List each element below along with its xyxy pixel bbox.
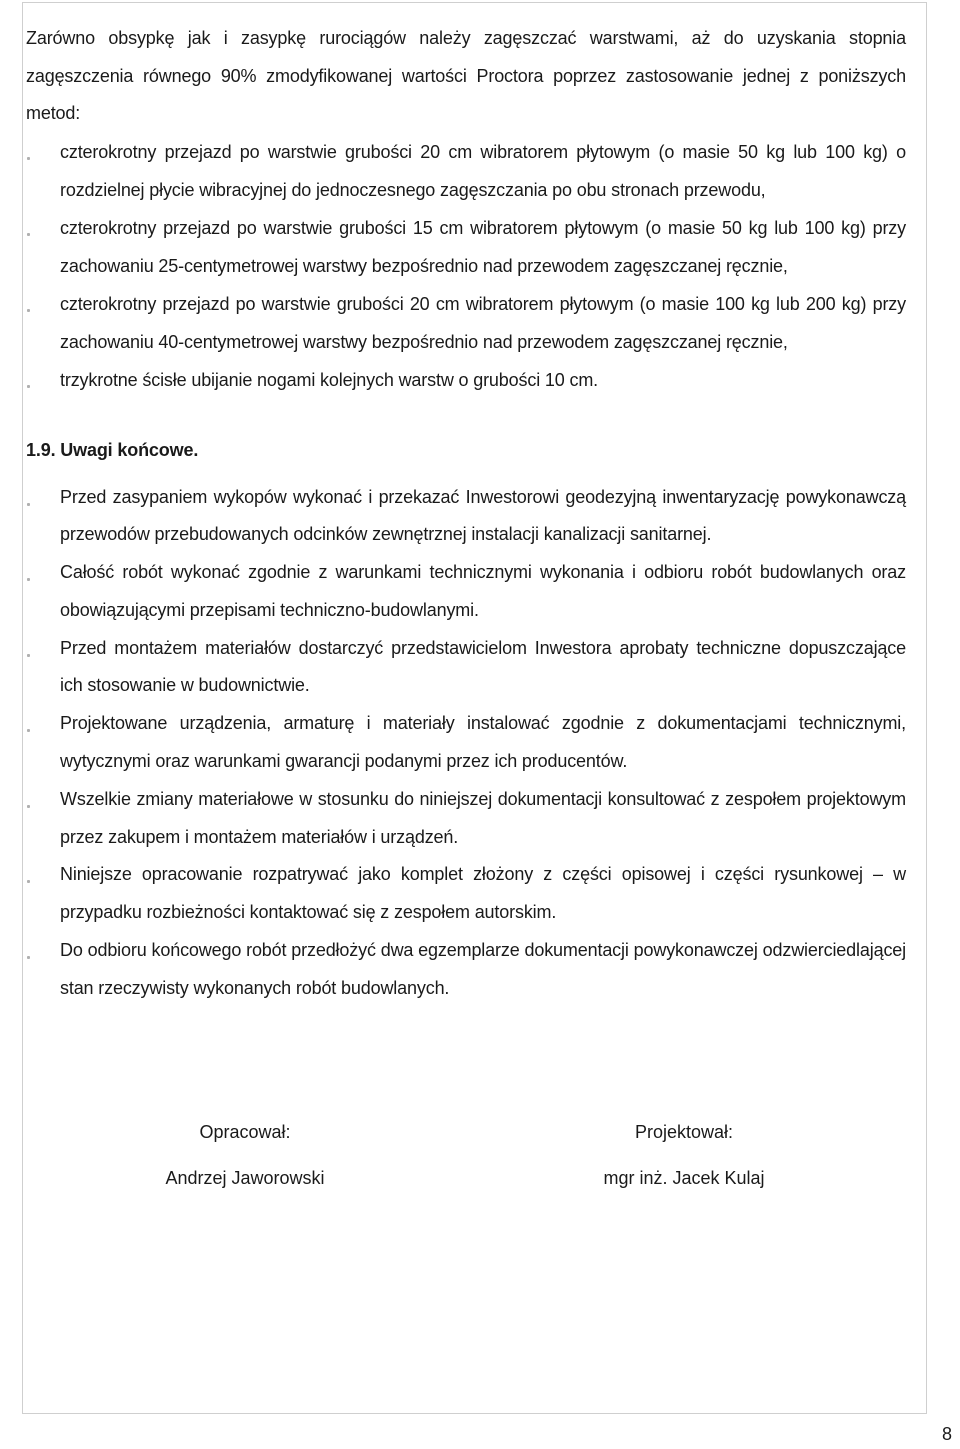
signature-prepared-by xyxy=(95,1120,395,1190)
list-item-text: czterokrotny przejazd po warstwie grubości 20 cm wibratorem płytowym (o masie 50 kg lub 100 kg) o rozdzielnej płycie wibracyjnej do jednoczesnego zagęszczania po obu stronach przewodu, xyxy=(60,141,906,200)
list-item-text: Przed montażem materiałów dostarczyć przedstawicielom Inwestora aprobaty techniczne dopuszczające ich stosowanie w budownictwie. xyxy=(60,637,906,696)
list-item-text: Projektowane urządzenia, armaturę i materiały instalować zgodnie z dokumentacjami technicznymi, wytycznymi oraz warunkami gwarancji podanymi przez ich producentów. xyxy=(60,713,906,772)
list-item-text: Wszelkie zmiany materiałowe w stosunku do niniejszej dokumentacji konsultować z zespołem projektowym przez zakupem i montażem materiałów i urządzeń. xyxy=(60,788,906,847)
list-item xyxy=(26,133,906,209)
signature-designed-by xyxy=(534,1120,834,1190)
list-item xyxy=(26,285,906,361)
list-item-text: Przed zasypaniem wykopów wykonać i przekazać Inwestorowi geodezyjną inwentaryzację powykonawczą przewodów przebudowanych odcinków zewnętrznej instalacji kanalizacji sanitarnej. xyxy=(60,486,906,545)
intro-paragraph: Zarówno obsypkę jak i zasypkę rurociągów należy zagęszczać warstwami, aż do uzyskania stopnia zagęszczenia równego 90% zmodyfikowanej wartości Proctora poprzez zastosowanie jednej z poniższych metod: xyxy=(26,28,906,123)
document-body xyxy=(26,20,906,1008)
page-number: 8 xyxy=(941,1424,952,1444)
list-item xyxy=(26,932,906,1008)
bullet-icon xyxy=(27,385,30,388)
bullet-icon xyxy=(27,578,30,581)
signature-role: Opracował: xyxy=(199,1122,291,1142)
signature-name: mgr inż. Jacek Kulaj xyxy=(603,1168,765,1188)
list-item xyxy=(26,209,906,285)
bullet-icon xyxy=(27,880,30,883)
list-item-text: czterokrotny przejazd po warstwie grubości 20 cm wibratorem płytowym (o masie 100 kg lub 200 kg) przy zachowaniu 40-centymetrowej warstwy bezpośrednio nad przewodem zagęszczanej ręcznie, xyxy=(60,293,906,352)
bullet-icon xyxy=(27,309,30,312)
list-item-text: Niniejsze opracowanie rozpatrywać jako komplet złożony z części opisowej i części rysunkowej – w przypadku rozbieżności kontaktować się z zespołem autorskim. xyxy=(60,864,906,923)
list-item-text: Do odbioru końcowego robót przedłożyć dwa egzemplarze dokumentacji powykonawczej odzwierciedlającej stan rzeczywisty wykonanych robót budowlanych. xyxy=(60,940,906,998)
section-heading: 1.9. Uwagi końcowe. xyxy=(26,439,199,460)
list-item xyxy=(26,781,906,857)
list-item xyxy=(26,705,906,781)
list-item-text: Całość robót wykonać zgodnie z warunkami technicznymi wykonania i odbioru robót budowlanych oraz obowiązującymi przepisami techniczno-budowlanymi. xyxy=(60,562,906,620)
list-item xyxy=(26,479,906,555)
bullet-icon xyxy=(27,503,30,506)
list-item xyxy=(26,554,906,630)
list-item xyxy=(26,630,906,706)
compaction-methods-list xyxy=(26,133,906,399)
list-item-text: czterokrotny przejazd po warstwie grubości 15 cm wibratorem płytowym (o masie 50 kg lub 100 kg) przy zachowaniu 25-centymetrowej warstwy bezpośrednio nad przewodem zagęszczanej ręcznie, xyxy=(60,217,906,276)
list-item xyxy=(26,856,906,932)
bullet-icon xyxy=(27,157,30,160)
final-notes-list xyxy=(26,479,906,1008)
bullet-icon xyxy=(27,233,30,236)
list-item-text: trzykrotne ścisłe ubijanie nogami kolejnych warstw o grubości 10 cm. xyxy=(60,369,599,390)
bullet-icon xyxy=(27,956,30,959)
bullet-icon xyxy=(27,805,30,808)
signature-role: Projektował: xyxy=(634,1122,734,1142)
list-item xyxy=(26,361,906,399)
signature-name: Andrzej Jaworowski xyxy=(165,1168,325,1188)
signatures-section xyxy=(0,1120,960,1220)
bullet-icon xyxy=(27,654,30,657)
bullet-icon xyxy=(27,729,30,732)
